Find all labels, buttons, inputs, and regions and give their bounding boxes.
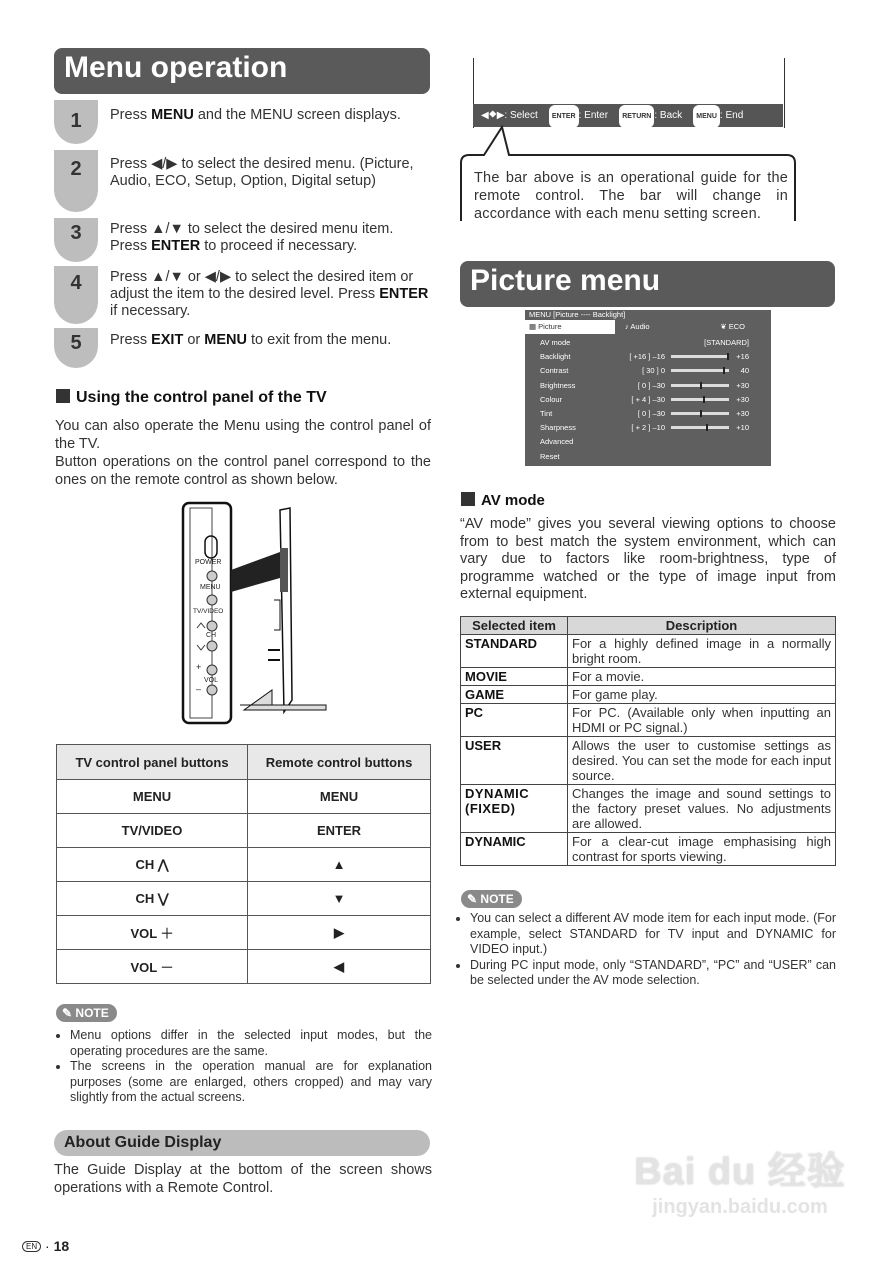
- step-1-text: Press MENU and the MENU screen displays.: [110, 107, 401, 123]
- menu-row[interactable]: [525, 379, 771, 392]
- right-note-list: [460, 911, 836, 989]
- menu-row-range: [ + 2 ] –10: [631, 423, 665, 433]
- left-note-badge: [56, 1004, 117, 1022]
- watermark-logo: Bai du 经验: [634, 1151, 846, 1193]
- menu-slider[interactable]: [671, 369, 729, 372]
- picture-menu-screen: [525, 310, 771, 466]
- menu-row-range: [ + 4 ] –30: [631, 394, 665, 404]
- table-header-row: [57, 745, 431, 780]
- menu-rows: [525, 334, 771, 462]
- step-number-5: 5: [70, 332, 82, 354]
- menu-row[interactable]: [525, 336, 771, 349]
- table-cell: CH ⋀: [57, 848, 248, 882]
- column-header: Selected item: [461, 617, 568, 635]
- step-5-text: Press EXIT or MENU to exit from the menu.: [110, 332, 392, 348]
- heading-square-icon: [56, 389, 70, 403]
- tab-eco[interactable]: ❦ ECO: [720, 322, 745, 331]
- table-cell: For a clear-cut image emphasising high contrast for sports viewing.: [568, 833, 836, 866]
- list-item: • During PC input mode, only “STANDARD”, “PC” and “USER” can be selected under the AV mode selection.: [470, 958, 836, 989]
- table-row: [57, 882, 431, 916]
- note-badge: ✎ NOTE: [56, 1004, 117, 1022]
- pencil-icon: ✎: [62, 1006, 73, 1020]
- guide-display-para: The Guide Display at the bottom of the screen shows operations with a Remote Control.: [54, 1162, 432, 1196]
- table-row: [461, 737, 836, 785]
- language-badge: EN: [22, 1241, 41, 1252]
- table-cell: MENU: [248, 780, 431, 814]
- tv-control-panel-illustration: [180, 500, 340, 728]
- table-row: [461, 833, 836, 866]
- menu-row-range: [ +16 ] –16: [629, 352, 665, 362]
- menu-row[interactable]: [525, 450, 771, 463]
- table-row: [57, 950, 431, 984]
- heading-square-icon: [461, 492, 475, 506]
- table-cell: For a highly defined image in a normally bright room.: [568, 635, 836, 668]
- list-item: • Menu options differ in the selected input modes, but the operating procedures are the same.: [70, 1028, 432, 1059]
- right-note-badge: [461, 890, 522, 908]
- step-2-text: Press ◀/▶ to select the desired menu. (Picture, Audio, ECO, Setup, Option, Digital setup): [110, 156, 414, 189]
- menu-row-label: Contrast: [540, 366, 569, 376]
- table-row: [57, 780, 431, 814]
- menu-row-range: [ 0 ] –30: [637, 409, 665, 418]
- list-item: • You can select a different AV mode item for each input mode. (For example, select STANDARD for TV input and DYNAMIC for VIDEO input.): [470, 911, 836, 958]
- menu-row-range: [ 30 ] 0: [642, 366, 665, 376]
- table-cell: ▼: [248, 882, 431, 916]
- slider-thumb[interactable]: [703, 396, 705, 403]
- menu-row-range: [ 0 ] –30: [637, 380, 665, 390]
- menu-operation-title: Menu operation: [54, 48, 430, 94]
- menu-row[interactable]: [525, 421, 771, 434]
- left-note-list: [56, 1028, 432, 1106]
- menu-row-label: Sharpness: [540, 423, 576, 433]
- note-badge: ✎ NOTE: [461, 890, 522, 908]
- menu-row[interactable]: [525, 350, 771, 363]
- table-cell: DYNAMIC (FIXED): [461, 785, 568, 833]
- watermark-url: jingyan.baidu.com: [652, 1196, 828, 1218]
- table-cell: MENU: [57, 780, 248, 814]
- table-cell: For game play.: [568, 686, 836, 704]
- menu-row-label: Advanced: [540, 437, 574, 447]
- page-number: 18: [53, 1238, 70, 1254]
- control-panel-para-2: Button operations on the control panel correspond to the ones on the remote control as shown below.: [55, 454, 431, 488]
- table-cell: ▶: [248, 916, 431, 950]
- menu-header: MENU [Picture ---- Backlight]: [529, 310, 626, 319]
- slider-thumb[interactable]: [723, 367, 725, 374]
- slider-thumb[interactable]: [706, 424, 708, 431]
- table-cell: Allows the user to customise settings as desired. You can set the mode for each input source.: [568, 737, 836, 785]
- menu-row-value: +30: [736, 380, 749, 390]
- column-header: Remote control buttons: [248, 745, 431, 780]
- menu-row-label: Reset: [540, 451, 560, 461]
- menu-row-label: Backlight: [540, 352, 571, 362]
- table-cell: PC: [461, 704, 568, 737]
- table-cell: For a movie.: [568, 668, 836, 686]
- vol-plus-label: +: [196, 662, 202, 672]
- menu-slider[interactable]: [671, 355, 729, 358]
- slider-thumb[interactable]: [700, 410, 702, 417]
- table-cell: ENTER: [248, 814, 431, 848]
- step-4-text: Press ▲/▼ or ◀/▶ to select the desired item or adjust the item to the desired level. Press ENTER if necessary.: [110, 269, 429, 319]
- slider-thumb[interactable]: [727, 353, 729, 360]
- callout-box: [459, 155, 797, 249]
- control-panel-heading: Using the control panel of the TV: [56, 389, 327, 407]
- table-row: [461, 704, 836, 737]
- table-cell: VOL －: [57, 950, 248, 984]
- menu-row-label: Brightness: [540, 380, 576, 390]
- table-cell: ◀: [248, 950, 431, 984]
- menu-slider[interactable]: [671, 412, 729, 415]
- step-3-text: Press ▲/▼ to select the desired menu item. Press ENTER to proceed if necessary.: [110, 221, 394, 254]
- menu-row[interactable]: [525, 435, 771, 448]
- menu-row-value: +30: [736, 409, 749, 418]
- picture-menu-title: Picture menu: [460, 261, 835, 307]
- power-label: POWER: [195, 559, 222, 566]
- menu-row-value: +30: [736, 394, 749, 404]
- baidu-watermark: [630, 1150, 850, 1245]
- menu-row-label: AV mode: [540, 338, 571, 347]
- callout-text: The bar above is an operational guide for the remote control. The bar will change in accordance with each menu setting screen.: [474, 170, 788, 222]
- table-cell: Changes the image and sound settings to the factory preset values. No adjustments are allowed.: [568, 785, 836, 833]
- table-cell: DYNAMIC: [461, 833, 568, 866]
- slider-thumb[interactable]: [700, 382, 702, 389]
- step-number-1: 1: [70, 110, 82, 132]
- table-row: [461, 785, 836, 833]
- table-cell: For PC. (Available only when inputting an HDMI or PC signal.): [568, 704, 836, 737]
- ch-label: CH: [206, 632, 217, 639]
- av-mode-table: [460, 616, 836, 866]
- menu-row-value: 40: [740, 366, 749, 376]
- menu-row[interactable]: [525, 407, 771, 420]
- vol-label: VOL: [204, 677, 219, 684]
- step-number-2: 2: [70, 158, 82, 180]
- step-number-3: 3: [70, 222, 82, 244]
- table-row: [461, 635, 836, 668]
- table-cell: STANDARD: [461, 635, 568, 668]
- menu-row-label: Colour: [540, 394, 563, 404]
- column-header: Description: [568, 617, 836, 635]
- vol-minus-label: –: [196, 684, 202, 694]
- menu-row[interactable]: [525, 393, 771, 406]
- table-row: [461, 686, 836, 704]
- guide-bar: ◀⯁▶: Select ENTER : Enter RETURN : Back MENU : End: [473, 104, 783, 127]
- menu-tabs: [525, 320, 771, 334]
- menu-row-value: +16: [736, 352, 749, 362]
- guide-display-title: About Guide Display: [54, 1130, 430, 1156]
- table-cell: MOVIE: [461, 668, 568, 686]
- pencil-icon: ✎: [467, 892, 478, 906]
- page-footer: EN · 18: [22, 1238, 69, 1254]
- menu-row-value: +10: [736, 423, 749, 433]
- av-mode-para: “AV mode” gives you several viewing options to choose from to best match the system environment, which can vary due to factors like room-brightness, type of programme watched or the type of image input from external equipment.: [460, 516, 836, 602]
- table-cell: GAME: [461, 686, 568, 704]
- menu-slider[interactable]: [671, 398, 729, 401]
- list-item: • The screens in the operation manual are for explanation purposes (some are enlarged, others cropped) and may vary slightly from the actual screens.: [70, 1059, 432, 1106]
- control-buttons-table: [56, 744, 431, 984]
- table-cell: USER: [461, 737, 568, 785]
- tv-video-label: TV/VIDEO: [193, 608, 224, 615]
- menu-row-value: [STANDARD]: [704, 338, 749, 347]
- table-cell: ▲: [248, 848, 431, 882]
- table-row: [57, 916, 431, 950]
- column-header: TV control panel buttons: [57, 745, 248, 780]
- table-cell: VOL ＋: [57, 916, 248, 950]
- menu-slider[interactable]: [671, 426, 729, 429]
- menu-slider[interactable]: [671, 384, 729, 387]
- table-header-row: [461, 617, 836, 635]
- return-key-icon: RETURN: [619, 105, 654, 128]
- menu-row-label: Tint: [540, 409, 553, 418]
- table-row: [461, 668, 836, 686]
- enter-key-icon: ENTER: [549, 105, 579, 128]
- tab-audio[interactable]: ♪ Audio: [625, 322, 650, 331]
- menu-row[interactable]: [525, 364, 771, 377]
- menu-key-icon: MENU: [693, 105, 720, 128]
- step-number-4: 4: [70, 272, 82, 294]
- menu-label: MENU: [200, 584, 221, 591]
- table-row: [57, 814, 431, 848]
- control-panel-para-1: You can also operate the Menu using the control panel of the TV.: [55, 418, 431, 452]
- av-mode-heading: AV mode: [461, 492, 545, 509]
- tab-picture[interactable]: ▦ Picture: [525, 320, 615, 334]
- table-cell: CH ⋁: [57, 882, 248, 916]
- table-row: [57, 848, 431, 882]
- table-cell: TV/VIDEO: [57, 814, 248, 848]
